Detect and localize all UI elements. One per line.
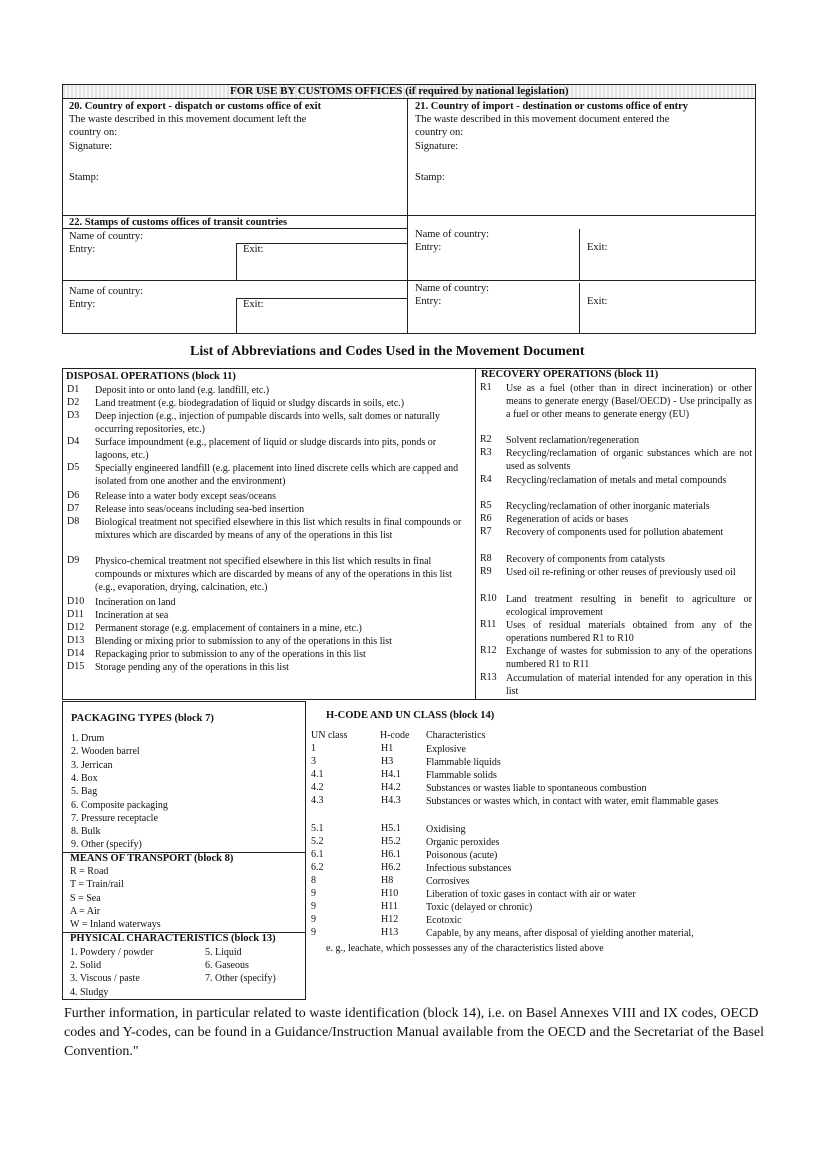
hcode-h: H10 (381, 888, 399, 899)
transit2-exit-label: Exit: (587, 242, 608, 253)
physical-item: 7. Other (specify) (205, 973, 276, 985)
recovery-code: R2 (480, 434, 492, 445)
packaging-item: 8. Bulk (71, 826, 101, 838)
hcode-un: 8 (311, 875, 316, 886)
hcode-characteristic: Substances or wastes liable to spontaneous combustion (426, 783, 647, 794)
recovery-title: RECOVERY OPERATIONS (block 11) (481, 369, 659, 380)
hcode-un: 5.1 (311, 823, 324, 834)
recovery-code: R3 (480, 447, 492, 458)
recovery-code: R7 (480, 526, 492, 537)
recovery-text: Regeneration of acids or bases (506, 514, 629, 525)
disposal-code: D5 (67, 462, 80, 473)
disposal-text: Permanent storage (e.g. emplacement of containers in a mine, etc.) (95, 623, 362, 634)
transit1-entry-label: Entry: (69, 244, 96, 255)
hcode-col-un: UN class (311, 730, 348, 741)
disposal-code: D10 (67, 596, 85, 607)
divider (62, 215, 756, 216)
hcode-un: 4.1 (311, 769, 324, 780)
hcode-h: H13 (381, 927, 399, 938)
packaging-item: 9. Other (specify) (71, 839, 142, 851)
transport-item: R = Road (70, 866, 109, 877)
recovery-text: Exchange of wastes for submission to any of the operations numbered R1 to R11 (506, 646, 752, 671)
disposal-text: Release into a water body except seas/oceans (95, 491, 277, 502)
physical-item: 3. Viscous / paste (70, 973, 140, 985)
hcode-characteristic: Flammable liquids (426, 757, 501, 768)
recovery-code: R11 (480, 619, 497, 630)
transit3-country-label: Name of country: (69, 286, 144, 297)
physical-title: PHYSICAL CHARACTERISTICS (block 13) (70, 933, 276, 944)
recovery-text: Uses of residual materials obtained from any of the operations numbered R1 to R10 (506, 620, 752, 645)
recovery-text: Used oil re-refining or other reuses of previously used oil (506, 567, 736, 578)
block20-date-label: country on: (69, 127, 118, 138)
transit3-entry-label: Entry: (69, 299, 96, 310)
hcode-h: H5.2 (381, 836, 401, 847)
hcode-col-h: H-code (380, 730, 410, 741)
recovery-code: R8 (480, 553, 492, 564)
disposal-code: D11 (67, 609, 84, 620)
hcode-h: H6.1 (381, 849, 401, 860)
hcode-characteristic: Toxic (delayed or chronic) (426, 902, 533, 913)
transit1-country-label: Name of country: (69, 231, 144, 242)
disposal-code: D4 (67, 436, 80, 447)
hcode-h: H1 (381, 743, 394, 754)
transport-item: W = Inland waterways (70, 919, 161, 931)
hcode-characteristic: Oxidising (426, 824, 466, 835)
disposal-text: Blending or mixing prior to submission to any of the operations in this list (95, 636, 392, 647)
divider (62, 228, 407, 229)
hcode-h: H4.3 (381, 795, 401, 806)
packaging-item: 1. Drum (71, 733, 105, 744)
hcode-h: H3 (381, 756, 394, 767)
block22-title: 22. Stamps of customs offices of transit countries (69, 217, 288, 228)
hcode-characteristic: Ecotoxic (426, 915, 462, 926)
recovery-code: R6 (480, 513, 492, 524)
hcode-characteristic: Poisonous (acute) (426, 850, 498, 861)
disposal-text: Repackaging prior to submission to any of the operations in this list (95, 649, 366, 660)
recovery-code: R13 (480, 672, 497, 683)
divider (62, 98, 756, 99)
disposal-code: D3 (67, 410, 80, 421)
disposal-text: Deep injection (e.g., injection of pumpable discards into wells, salt domes or naturally occurring repositories, etc.) (95, 411, 440, 436)
customs-header: FOR USE BY CUSTOMS OFFICES (if required by national legislation) (230, 85, 569, 97)
disposal-code: D8 (67, 516, 80, 527)
disposal-code: D6 (67, 490, 80, 501)
footer-note: Further information, in particular related to waste identification (block 14), i.e. on Basel Annexes VIII and IX codes, OECD codes and Y-codes, can be found in a Guidance/Instruction Manual available from the OECD and the Secretariat of the Basel Convention." (64, 1006, 765, 1059)
recovery-text: Recycling/reclamation of other inorganic materials (506, 501, 710, 512)
disposal-text: Storage pending any of the operations in this list (95, 662, 289, 673)
hcode-h: H11 (381, 901, 398, 912)
disposal-code: D1 (67, 384, 80, 395)
recovery-code: R9 (480, 566, 492, 577)
hcode-characteristic: Infectious substances (426, 863, 512, 874)
recovery-text: Recovery of components from catalysts (506, 554, 665, 565)
hcode-title: H-CODE AND UN CLASS (block 14) (326, 710, 495, 721)
divider (579, 229, 580, 280)
hcode-un: 9 (311, 927, 316, 938)
hcode-characteristic: Substances or wastes which, in contact with water, emit flammable gases (426, 796, 719, 807)
transport-item: A = Air (70, 905, 101, 917)
hcode-h: H12 (381, 914, 399, 925)
recovery-text: Recycling/reclamation of metals and metal compounds (506, 475, 727, 486)
transit2-country-label: Name of country: (415, 229, 490, 240)
hcode-un: 4.3 (311, 795, 324, 806)
transit4-country-label: Name of country: (415, 283, 490, 294)
physical-item: 2. Solid (70, 960, 102, 972)
hcode-characteristic: Corrosives (426, 876, 470, 887)
divider (579, 283, 580, 334)
packaging-item: 6. Composite packaging (71, 799, 168, 811)
recovery-text: Solvent reclamation/regeneration (506, 435, 640, 446)
block20-text: The waste described in this movement document left the (69, 114, 307, 125)
hcode-un: 1 (311, 743, 316, 754)
hcode-un: 6.2 (311, 862, 324, 873)
recovery-text: Land treatment resulting in benefit to agriculture or ecological improvement (506, 594, 752, 619)
abbreviations-title: List of Abbreviations and Codes Used in the Movement Document (190, 344, 585, 359)
disposal-code: D12 (67, 622, 85, 633)
block21-title: 21. Country of import - destination or customs office of entry (415, 101, 689, 112)
packaging-title: PACKAGING TYPES (block 7) (71, 713, 214, 724)
block21-stamp-label: Stamp: (415, 172, 445, 183)
block21-signature-label: Signature: (415, 141, 459, 152)
divider (236, 298, 237, 334)
disposal-code: D14 (67, 648, 85, 659)
recovery-code: R12 (480, 645, 497, 656)
divider (475, 368, 476, 700)
transit3-exit-label: Exit: (243, 299, 264, 310)
hcode-characteristic: Organic peroxides (426, 837, 500, 848)
packaging-item: 4. Box (71, 772, 98, 784)
hcode-un: 9 (311, 888, 316, 899)
packaging-item: 5. Bag (71, 786, 98, 798)
hcode-characteristic: Explosive (426, 744, 466, 755)
hcode-un: 9 (311, 901, 316, 912)
disposal-title: DISPOSAL OPERATIONS (block 11) (66, 371, 236, 382)
recovery-text: Use as a fuel (other than in direct incineration) or other means to generate energy (Basel/OECD) - Use principally as a fuel or other means to generate energy (EU) (506, 383, 752, 421)
hcode-h: H4.2 (381, 782, 401, 793)
divider (407, 98, 408, 334)
recovery-code: R4 (480, 474, 492, 485)
hcode-h: H5.1 (381, 823, 401, 834)
packaging-item: 7. Pressure receptacle (71, 812, 158, 824)
transit1-exit-label: Exit: (243, 244, 264, 255)
recovery-code: R10 (480, 593, 497, 604)
disposal-text: Incineration at sea (95, 610, 169, 621)
recovery-text: Recovery of components used for pollution abatement (506, 527, 724, 538)
disposal-code: D7 (67, 503, 80, 514)
disposal-code: D9 (67, 555, 80, 566)
hcode-h: H6.2 (381, 862, 401, 873)
hcode-characteristic: Liberation of toxic gases in contact with air or water (426, 889, 636, 900)
physical-item: 5. Liquid (205, 947, 242, 958)
disposal-text: Physico-chemical treatment not specified elsewhere in this list which results in final compounds or mixtures which are discarded by means of any of the operations in this list (e.g., evaporation, drying, calcination, etc.) (95, 556, 452, 594)
physical-item: 1. Powdery / powder (70, 947, 154, 958)
block21-date-label: country on: (415, 127, 464, 138)
disposal-text: Surface impoundment (e.g., placement of liquid or sludge discards into pits, ponds or lagoons, etc.) (95, 437, 437, 462)
recovery-text: Recycling/reclamation of organic substances which are not used as solvents (506, 448, 752, 473)
packaging-item: 3. Jerrican (71, 759, 113, 771)
disposal-text: Deposit into or onto land (e.g. landfill, etc.) (95, 385, 270, 396)
transit4-entry-label: Entry: (415, 296, 442, 307)
block20-title: 20. Country of export - dispatch or customs office of exit (69, 101, 322, 112)
hcode-un: 9 (311, 914, 316, 925)
disposal-text: Land treatment (e.g. biodegradation of liquid or sludgy discards in soils, etc.) (95, 398, 405, 409)
block20-signature-label: Signature: (69, 141, 113, 152)
disposal-code: D13 (67, 635, 85, 646)
hcode-note: e. g., leachate, which possesses any of the characteristics listed above (326, 943, 604, 954)
divider (62, 280, 756, 281)
transport-item: T = Train/rail (70, 879, 124, 891)
hcode-un: 5.2 (311, 836, 324, 847)
hcode-un: 6.1 (311, 849, 324, 860)
hcode-characteristic: Capable, by any means, after disposal of yielding another material, (426, 928, 694, 939)
transport-item: S = Sea (70, 892, 101, 904)
disposal-code: D15 (67, 661, 85, 672)
disposal-text: Incineration on land (95, 597, 176, 608)
disposal-text: Specially engineered landfill (e.g. placement into lined discrete cells which are capped and isolated from one another and the environment) (95, 463, 459, 488)
recovery-code: R5 (480, 500, 492, 511)
recovery-code: R1 (480, 382, 492, 393)
disposal-text: Biological treatment not specified elsewhere in this list which results in final compounds or mixtures which are discarded by means of any of the operations in this list (95, 517, 462, 542)
hcode-un: 4.2 (311, 782, 324, 793)
transit4-exit-label: Exit: (587, 296, 608, 307)
physical-item: 6. Gaseous (205, 960, 249, 972)
disposal-text: Release into seas/oceans including sea-bed insertion (95, 504, 305, 515)
hcode-col-char: Characteristics (426, 730, 486, 741)
block21-text: The waste described in this movement document entered the (415, 114, 670, 125)
disposal-code: D2 (67, 397, 80, 408)
recovery-text: Accumulation of material intended for any operation in this list (506, 673, 752, 698)
hcode-h: H8 (381, 875, 394, 886)
physical-item: 4. Sludgy (70, 986, 109, 998)
block20-stamp-label: Stamp: (69, 172, 99, 183)
hcode-characteristic: Flammable solids (426, 770, 497, 781)
hcode-un: 3 (311, 756, 316, 767)
hcode-h: H4.1 (381, 769, 401, 780)
packaging-item: 2. Wooden barrel (71, 746, 140, 758)
divider (236, 243, 237, 280)
transport-title: MEANS OF TRANSPORT (block 8) (70, 853, 234, 864)
transit2-entry-label: Entry: (415, 242, 442, 253)
